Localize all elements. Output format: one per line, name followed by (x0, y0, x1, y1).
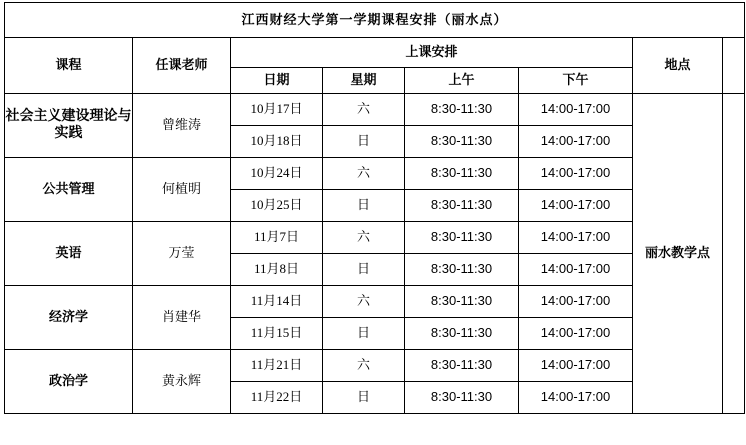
session-date: 11月14日 (231, 286, 323, 318)
location-cell: 丽水教学点 (633, 94, 723, 414)
teacher-name: 万莹 (133, 222, 231, 286)
header-weekday: 星期 (323, 68, 405, 94)
course-name: 社会主义建设理论与实践 (5, 94, 133, 158)
session-date: 11月8日 (231, 254, 323, 286)
header-extra (723, 38, 745, 94)
header-course: 课程 (5, 38, 133, 94)
schedule-sheet (0, 2, 746, 445)
session-afternoon: 14:00-17:00 (519, 350, 633, 382)
session-weekday: 日 (323, 126, 405, 158)
session-weekday: 六 (323, 350, 405, 382)
session-date: 10月24日 (231, 158, 323, 190)
session-afternoon: 14:00-17:00 (519, 158, 633, 190)
session-weekday: 六 (323, 94, 405, 126)
extra-cell (723, 94, 745, 414)
course-name: 政治学 (5, 350, 133, 414)
session-afternoon: 14:00-17:00 (519, 382, 633, 414)
teacher-name: 何植明 (133, 158, 231, 222)
session-weekday: 日 (323, 190, 405, 222)
header-arrangement: 上课安排 (231, 38, 633, 68)
session-date: 10月18日 (231, 126, 323, 158)
session-afternoon: 14:00-17:00 (519, 318, 633, 350)
session-afternoon: 14:00-17:00 (519, 126, 633, 158)
header-teacher: 任课老师 (133, 38, 231, 94)
session-date: 10月25日 (231, 190, 323, 222)
header-row-1 (5, 38, 745, 68)
header-place: 地点 (633, 38, 723, 94)
session-morning: 8:30-11:30 (405, 190, 519, 222)
session-afternoon: 14:00-17:00 (519, 222, 633, 254)
table-row (5, 94, 745, 126)
title-row (5, 3, 745, 38)
course-name: 公共管理 (5, 158, 133, 222)
course-name: 经济学 (5, 286, 133, 350)
session-afternoon: 14:00-17:00 (519, 286, 633, 318)
teacher-name: 黄永辉 (133, 350, 231, 414)
session-weekday: 六 (323, 222, 405, 254)
session-date: 11月7日 (231, 222, 323, 254)
session-weekday: 日 (323, 254, 405, 286)
session-date: 11月21日 (231, 350, 323, 382)
header-afternoon: 下午 (519, 68, 633, 94)
session-morning: 8:30-11:30 (405, 382, 519, 414)
course-name: 英语 (5, 222, 133, 286)
header-date: 日期 (231, 68, 323, 94)
session-afternoon: 14:00-17:00 (519, 190, 633, 222)
teacher-name: 曾维涛 (133, 94, 231, 158)
session-morning: 8:30-11:30 (405, 350, 519, 382)
session-morning: 8:30-11:30 (405, 254, 519, 286)
session-weekday: 日 (323, 318, 405, 350)
session-weekday: 六 (323, 286, 405, 318)
session-weekday: 六 (323, 158, 405, 190)
session-morning: 8:30-11:30 (405, 158, 519, 190)
teacher-name: 肖建华 (133, 286, 231, 350)
session-date: 10月17日 (231, 94, 323, 126)
session-morning: 8:30-11:30 (405, 318, 519, 350)
session-afternoon: 14:00-17:00 (519, 94, 633, 126)
session-date: 11月15日 (231, 318, 323, 350)
page-title: 江西财经大学第一学期课程安排（丽水点） (5, 3, 745, 38)
session-afternoon: 14:00-17:00 (519, 254, 633, 286)
header-morning: 上午 (405, 68, 519, 94)
session-morning: 8:30-11:30 (405, 286, 519, 318)
session-date: 11月22日 (231, 382, 323, 414)
session-morning: 8:30-11:30 (405, 222, 519, 254)
session-morning: 8:30-11:30 (405, 94, 519, 126)
session-morning: 8:30-11:30 (405, 126, 519, 158)
session-weekday: 日 (323, 382, 405, 414)
schedule-table (4, 2, 745, 414)
